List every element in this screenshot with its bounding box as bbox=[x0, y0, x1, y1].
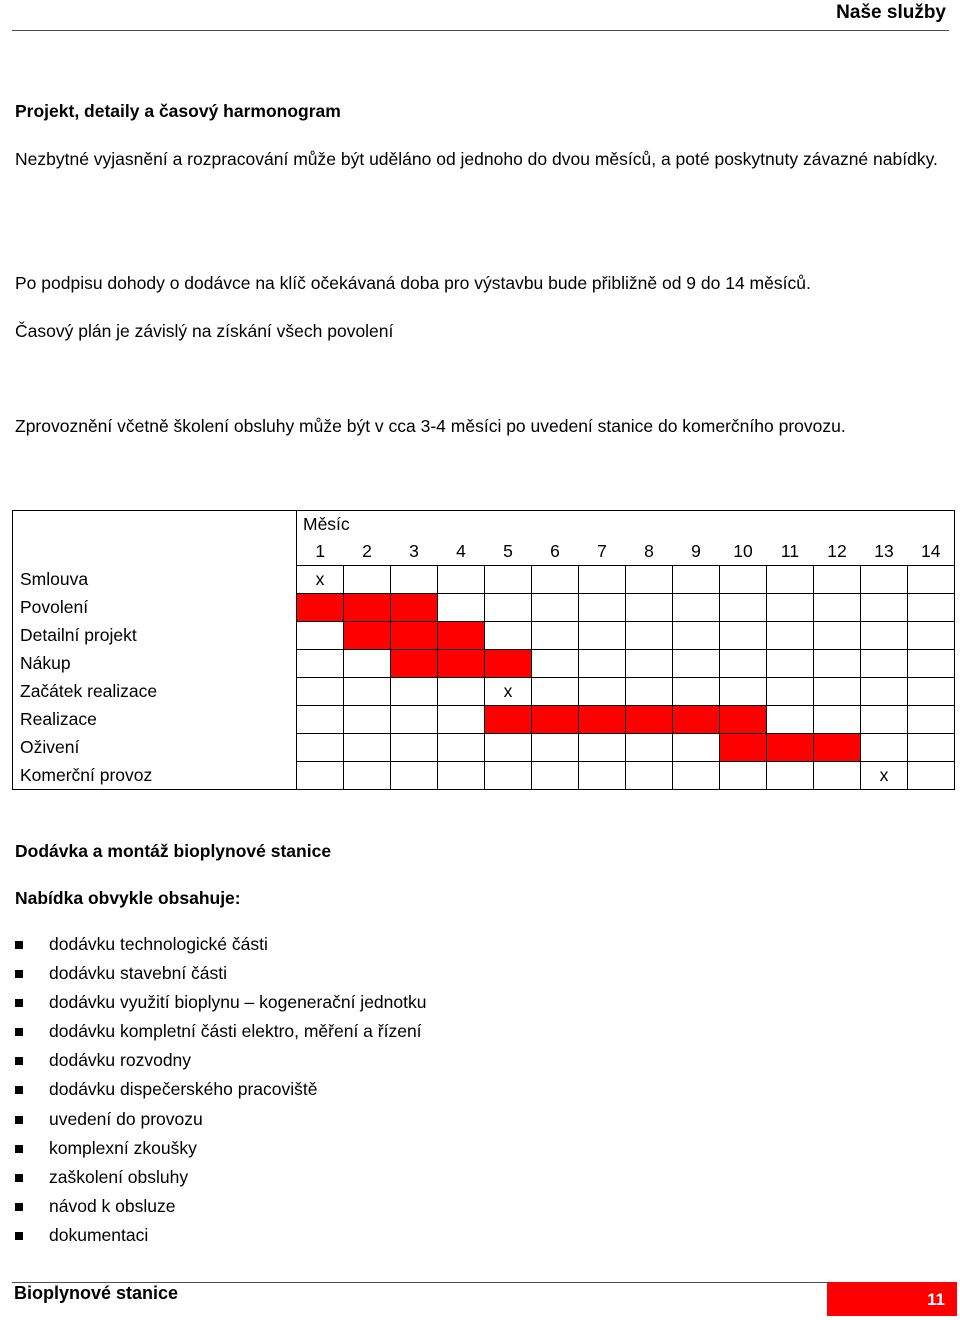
schedule-row-label: Povolení bbox=[13, 594, 297, 622]
schedule-empty-cell bbox=[438, 706, 485, 734]
section2-heading: Dodávka a montáž bioplynové stanice bbox=[15, 841, 332, 861]
schedule-empty-cell bbox=[438, 594, 485, 622]
month-number: 14 bbox=[908, 538, 955, 566]
schedule-empty-cell bbox=[532, 594, 579, 622]
list-item bbox=[15, 1105, 426, 1134]
schedule-bar-cell bbox=[391, 622, 438, 650]
month-number: 6 bbox=[550, 541, 560, 561]
schedule-empty-cell bbox=[673, 678, 720, 706]
schedule-corner-cell bbox=[13, 511, 297, 539]
schedule-empty-cell bbox=[485, 594, 532, 622]
schedule-empty-cell bbox=[297, 678, 344, 706]
schedule-empty-cell bbox=[532, 734, 579, 762]
schedule-empty-cell bbox=[720, 594, 767, 622]
schedule-bar-cell bbox=[344, 594, 391, 622]
schedule-empty-cell bbox=[579, 566, 626, 594]
list-item bbox=[15, 988, 426, 1017]
schedule-bar-cell bbox=[344, 622, 391, 650]
schedule-empty-cell bbox=[532, 678, 579, 706]
month-number: 13 bbox=[874, 541, 894, 561]
schedule-empty-cell bbox=[673, 762, 720, 790]
square-bullet-icon bbox=[15, 1057, 23, 1065]
month-number: 4 bbox=[456, 541, 466, 561]
list-item bbox=[15, 1046, 426, 1075]
schedule-empty-cell bbox=[391, 734, 438, 762]
schedule-empty-cell bbox=[438, 734, 485, 762]
schedule-milestone-mark: x bbox=[485, 678, 532, 706]
schedule-empty-cell bbox=[861, 706, 908, 734]
schedule-empty-cell bbox=[626, 678, 673, 706]
schedule-empty-cell bbox=[908, 734, 955, 762]
list-item-text: dodávku kompletní části elektro, měření a řízení bbox=[49, 1021, 422, 1042]
list-item-text: dodávku stavební části bbox=[49, 963, 228, 984]
schedule-row-label: Detailní projekt bbox=[13, 622, 297, 650]
month-number: 9 bbox=[691, 541, 701, 561]
list-item-text: zaškolení obsluhy bbox=[49, 1166, 189, 1187]
square-bullet-icon bbox=[15, 1086, 23, 1094]
list-item-text: dodávku využití bioplynu – kogenerační jednotku bbox=[49, 992, 427, 1013]
schedule-empty-cell bbox=[579, 734, 626, 762]
schedule-empty-cell bbox=[720, 650, 767, 678]
list-item-text: uvedení do provozu bbox=[49, 1108, 203, 1129]
square-bullet-icon bbox=[15, 1145, 23, 1153]
schedule-empty-cell bbox=[814, 678, 861, 706]
schedule-empty-cell bbox=[767, 762, 814, 790]
month-number: 5 bbox=[503, 541, 513, 561]
schedule-empty-cell bbox=[391, 706, 438, 734]
schedule-empty-cell bbox=[391, 566, 438, 594]
schedule-empty-cell bbox=[532, 566, 579, 594]
schedule-empty-cell bbox=[391, 762, 438, 790]
schedule-empty-cell bbox=[720, 566, 767, 594]
square-bullet-icon bbox=[15, 1232, 23, 1240]
schedule-empty-cell bbox=[344, 566, 391, 594]
schedule-row-label: Nákup bbox=[13, 650, 297, 678]
page-header-title: Naše služby bbox=[836, 2, 946, 23]
square-bullet-icon bbox=[15, 1028, 23, 1036]
month-number: 1 bbox=[315, 541, 326, 561]
paragraph-clarification: Nezbytné vyjasnění a rozpracování může být uděláno od jednoho do dvou měsíců, a poté poskytnuty závazné nabídky. bbox=[15, 149, 938, 169]
schedule-bar-cell bbox=[720, 734, 767, 762]
schedule-empty-cell bbox=[861, 678, 908, 706]
schedule-bar-cell bbox=[485, 706, 532, 734]
square-bullet-icon bbox=[15, 970, 23, 978]
schedule-empty-cell bbox=[579, 762, 626, 790]
page-number: 11 bbox=[827, 1282, 957, 1316]
list-item bbox=[15, 1192, 426, 1221]
schedule-bar-cell bbox=[438, 650, 485, 678]
schedule-empty-cell bbox=[673, 566, 720, 594]
section2-subheading: Nabídka obvykle obsahuje: bbox=[15, 888, 241, 908]
schedule-empty-cell bbox=[814, 622, 861, 650]
schedule-empty-cell bbox=[438, 566, 485, 594]
list-item bbox=[15, 1075, 426, 1104]
list-item-text: návod k obsluze bbox=[49, 1195, 176, 1216]
schedule-empty-cell bbox=[767, 622, 814, 650]
schedule-bar-cell bbox=[532, 706, 579, 734]
schedule-empty-cell bbox=[908, 622, 955, 650]
list-item-text: komplexní zkoušky bbox=[49, 1137, 197, 1158]
schedule-empty-cell bbox=[814, 650, 861, 678]
schedule-bar-cell bbox=[485, 650, 532, 678]
list-item-text: dodávku dispečerského pracoviště bbox=[49, 1079, 318, 1100]
list-item bbox=[15, 1163, 426, 1192]
schedule-empty-cell bbox=[861, 566, 908, 594]
footer-title: Bioplynové stanice bbox=[14, 1283, 179, 1303]
schedule-bar-cell bbox=[391, 650, 438, 678]
schedule-empty-cell bbox=[391, 678, 438, 706]
schedule-empty-cell bbox=[485, 762, 532, 790]
schedule-empty-cell bbox=[438, 678, 485, 706]
month-number: 3 bbox=[409, 541, 419, 561]
schedule-empty-cell bbox=[297, 762, 344, 790]
schedule-empty-cell bbox=[720, 762, 767, 790]
header-divider bbox=[12, 30, 949, 31]
schedule-empty-cell bbox=[626, 594, 673, 622]
schedule-bar-cell bbox=[720, 706, 767, 734]
schedule-bar-cell bbox=[767, 734, 814, 762]
month-number: 12 bbox=[827, 541, 847, 561]
schedule-row bbox=[13, 678, 955, 706]
schedule-empty-cell bbox=[579, 594, 626, 622]
schedule-bar-cell bbox=[579, 706, 626, 734]
schedule-bar-cell bbox=[814, 734, 861, 762]
schedule-empty-cell bbox=[673, 734, 720, 762]
schedule-empty-cell bbox=[673, 622, 720, 650]
schedule-milestone-mark: x bbox=[861, 762, 908, 790]
square-bullet-icon bbox=[15, 999, 23, 1007]
offer-list bbox=[15, 930, 426, 1250]
month-number: 8 bbox=[644, 541, 654, 561]
schedule-empty-cell bbox=[485, 622, 532, 650]
schedule-row-label: Realizace bbox=[13, 706, 297, 734]
schedule-empty-cell bbox=[861, 622, 908, 650]
schedule-empty-cell bbox=[485, 734, 532, 762]
schedule-empty-cell bbox=[344, 762, 391, 790]
month-number: 11 bbox=[780, 541, 800, 561]
schedule-empty-cell bbox=[626, 566, 673, 594]
schedule-bar-cell bbox=[626, 706, 673, 734]
schedule-empty-cell bbox=[720, 678, 767, 706]
schedule-row bbox=[13, 650, 955, 678]
schedule-row bbox=[13, 594, 955, 622]
list-item bbox=[15, 1134, 426, 1163]
schedule-row-label: Komerční provoz bbox=[13, 762, 297, 790]
schedule-empty-cell bbox=[861, 734, 908, 762]
square-bullet-icon bbox=[15, 1203, 23, 1211]
square-bullet-icon bbox=[15, 1174, 23, 1182]
schedule-empty-cell bbox=[297, 706, 344, 734]
list-item bbox=[15, 959, 426, 988]
list-item bbox=[15, 1221, 426, 1250]
schedule-empty-cell bbox=[579, 622, 626, 650]
schedule-table bbox=[12, 510, 955, 790]
month-number: 7 bbox=[597, 541, 607, 561]
schedule-empty-cell bbox=[626, 762, 673, 790]
schedule-empty-cell bbox=[626, 622, 673, 650]
schedule-empty-cell bbox=[767, 678, 814, 706]
list-item bbox=[15, 930, 426, 959]
schedule-row bbox=[13, 566, 955, 594]
schedule-empty-cell bbox=[908, 650, 955, 678]
schedule-row bbox=[13, 734, 955, 762]
schedule-row-label: Oživení bbox=[13, 734, 297, 762]
paragraph-construction-time: Po podpisu dohody o dodávce na klíč očekávaná doba pro výstavbu bude přibližně od 9 do 14 měsíců. bbox=[15, 273, 811, 293]
schedule-empty-cell bbox=[861, 650, 908, 678]
list-item-text: dokumentaci bbox=[49, 1224, 149, 1245]
schedule-empty-cell bbox=[579, 650, 626, 678]
schedule-empty-cell bbox=[532, 762, 579, 790]
list-item-text: dodávku rozvodny bbox=[49, 1050, 192, 1071]
schedule-empty-cell bbox=[532, 650, 579, 678]
schedule-empty-cell bbox=[626, 650, 673, 678]
section-heading: Projekt, detaily a časový harmonogram bbox=[15, 101, 341, 121]
month-number: 2 bbox=[362, 541, 372, 561]
schedule-empty-cell bbox=[908, 594, 955, 622]
schedule-empty-cell bbox=[908, 762, 955, 790]
schedule-row-label: Smlouva bbox=[13, 566, 297, 594]
schedule-row bbox=[13, 762, 955, 790]
schedule-milestone-mark: x bbox=[297, 566, 344, 594]
schedule-empty-cell bbox=[344, 678, 391, 706]
schedule-row bbox=[13, 706, 955, 734]
schedule-empty-cell bbox=[438, 762, 485, 790]
schedule-empty-cell bbox=[814, 566, 861, 594]
schedule-bar-cell bbox=[297, 594, 344, 622]
schedule-empty-cell bbox=[861, 594, 908, 622]
schedule-empty-cell bbox=[908, 678, 955, 706]
schedule-empty-cell bbox=[626, 734, 673, 762]
schedule-empty-cell bbox=[344, 734, 391, 762]
schedule-empty-cell bbox=[532, 622, 579, 650]
schedule-empty-cell bbox=[814, 762, 861, 790]
schedule-empty-cell bbox=[720, 622, 767, 650]
schedule-empty-cell bbox=[673, 594, 720, 622]
schedule-empty-cell bbox=[344, 706, 391, 734]
schedule-empty-cell bbox=[767, 594, 814, 622]
schedule-bar-cell bbox=[438, 622, 485, 650]
schedule-empty-cell bbox=[673, 650, 720, 678]
schedule-bar-cell bbox=[673, 706, 720, 734]
paragraph-commissioning: Zprovoznění včetně školení obsluhy může být v cca 3-4 měsíci po uvedení stanice do komerčního provozu. bbox=[15, 416, 846, 436]
schedule-empty-cell bbox=[767, 566, 814, 594]
schedule-empty-cell bbox=[908, 566, 955, 594]
schedule-empty-cell bbox=[814, 706, 861, 734]
schedule-empty-cell bbox=[344, 650, 391, 678]
schedule-empty-cell bbox=[814, 594, 861, 622]
schedule-row bbox=[13, 622, 955, 650]
schedule-empty-cell bbox=[908, 706, 955, 734]
schedule-empty-cell bbox=[767, 650, 814, 678]
schedule-empty-cell bbox=[297, 622, 344, 650]
schedule-empty-cell bbox=[485, 566, 532, 594]
square-bullet-icon bbox=[15, 941, 23, 949]
paragraph-permits: Časový plán je závislý na získání všech povolení bbox=[15, 321, 394, 341]
schedule-empty-cell bbox=[297, 734, 344, 762]
schedule-empty-cell bbox=[767, 706, 814, 734]
list-item bbox=[15, 1017, 426, 1046]
square-bullet-icon bbox=[15, 1116, 23, 1124]
schedule-bar-cell bbox=[391, 594, 438, 622]
month-header: Měsíc bbox=[297, 511, 955, 539]
schedule-row-label: Začátek realizace bbox=[13, 678, 297, 706]
schedule-corner-cell bbox=[13, 538, 297, 566]
schedule-empty-cell bbox=[297, 650, 344, 678]
month-number: 10 bbox=[733, 541, 753, 561]
list-item-text: dodávku technologické části bbox=[49, 934, 268, 954]
schedule-empty-cell bbox=[579, 678, 626, 706]
